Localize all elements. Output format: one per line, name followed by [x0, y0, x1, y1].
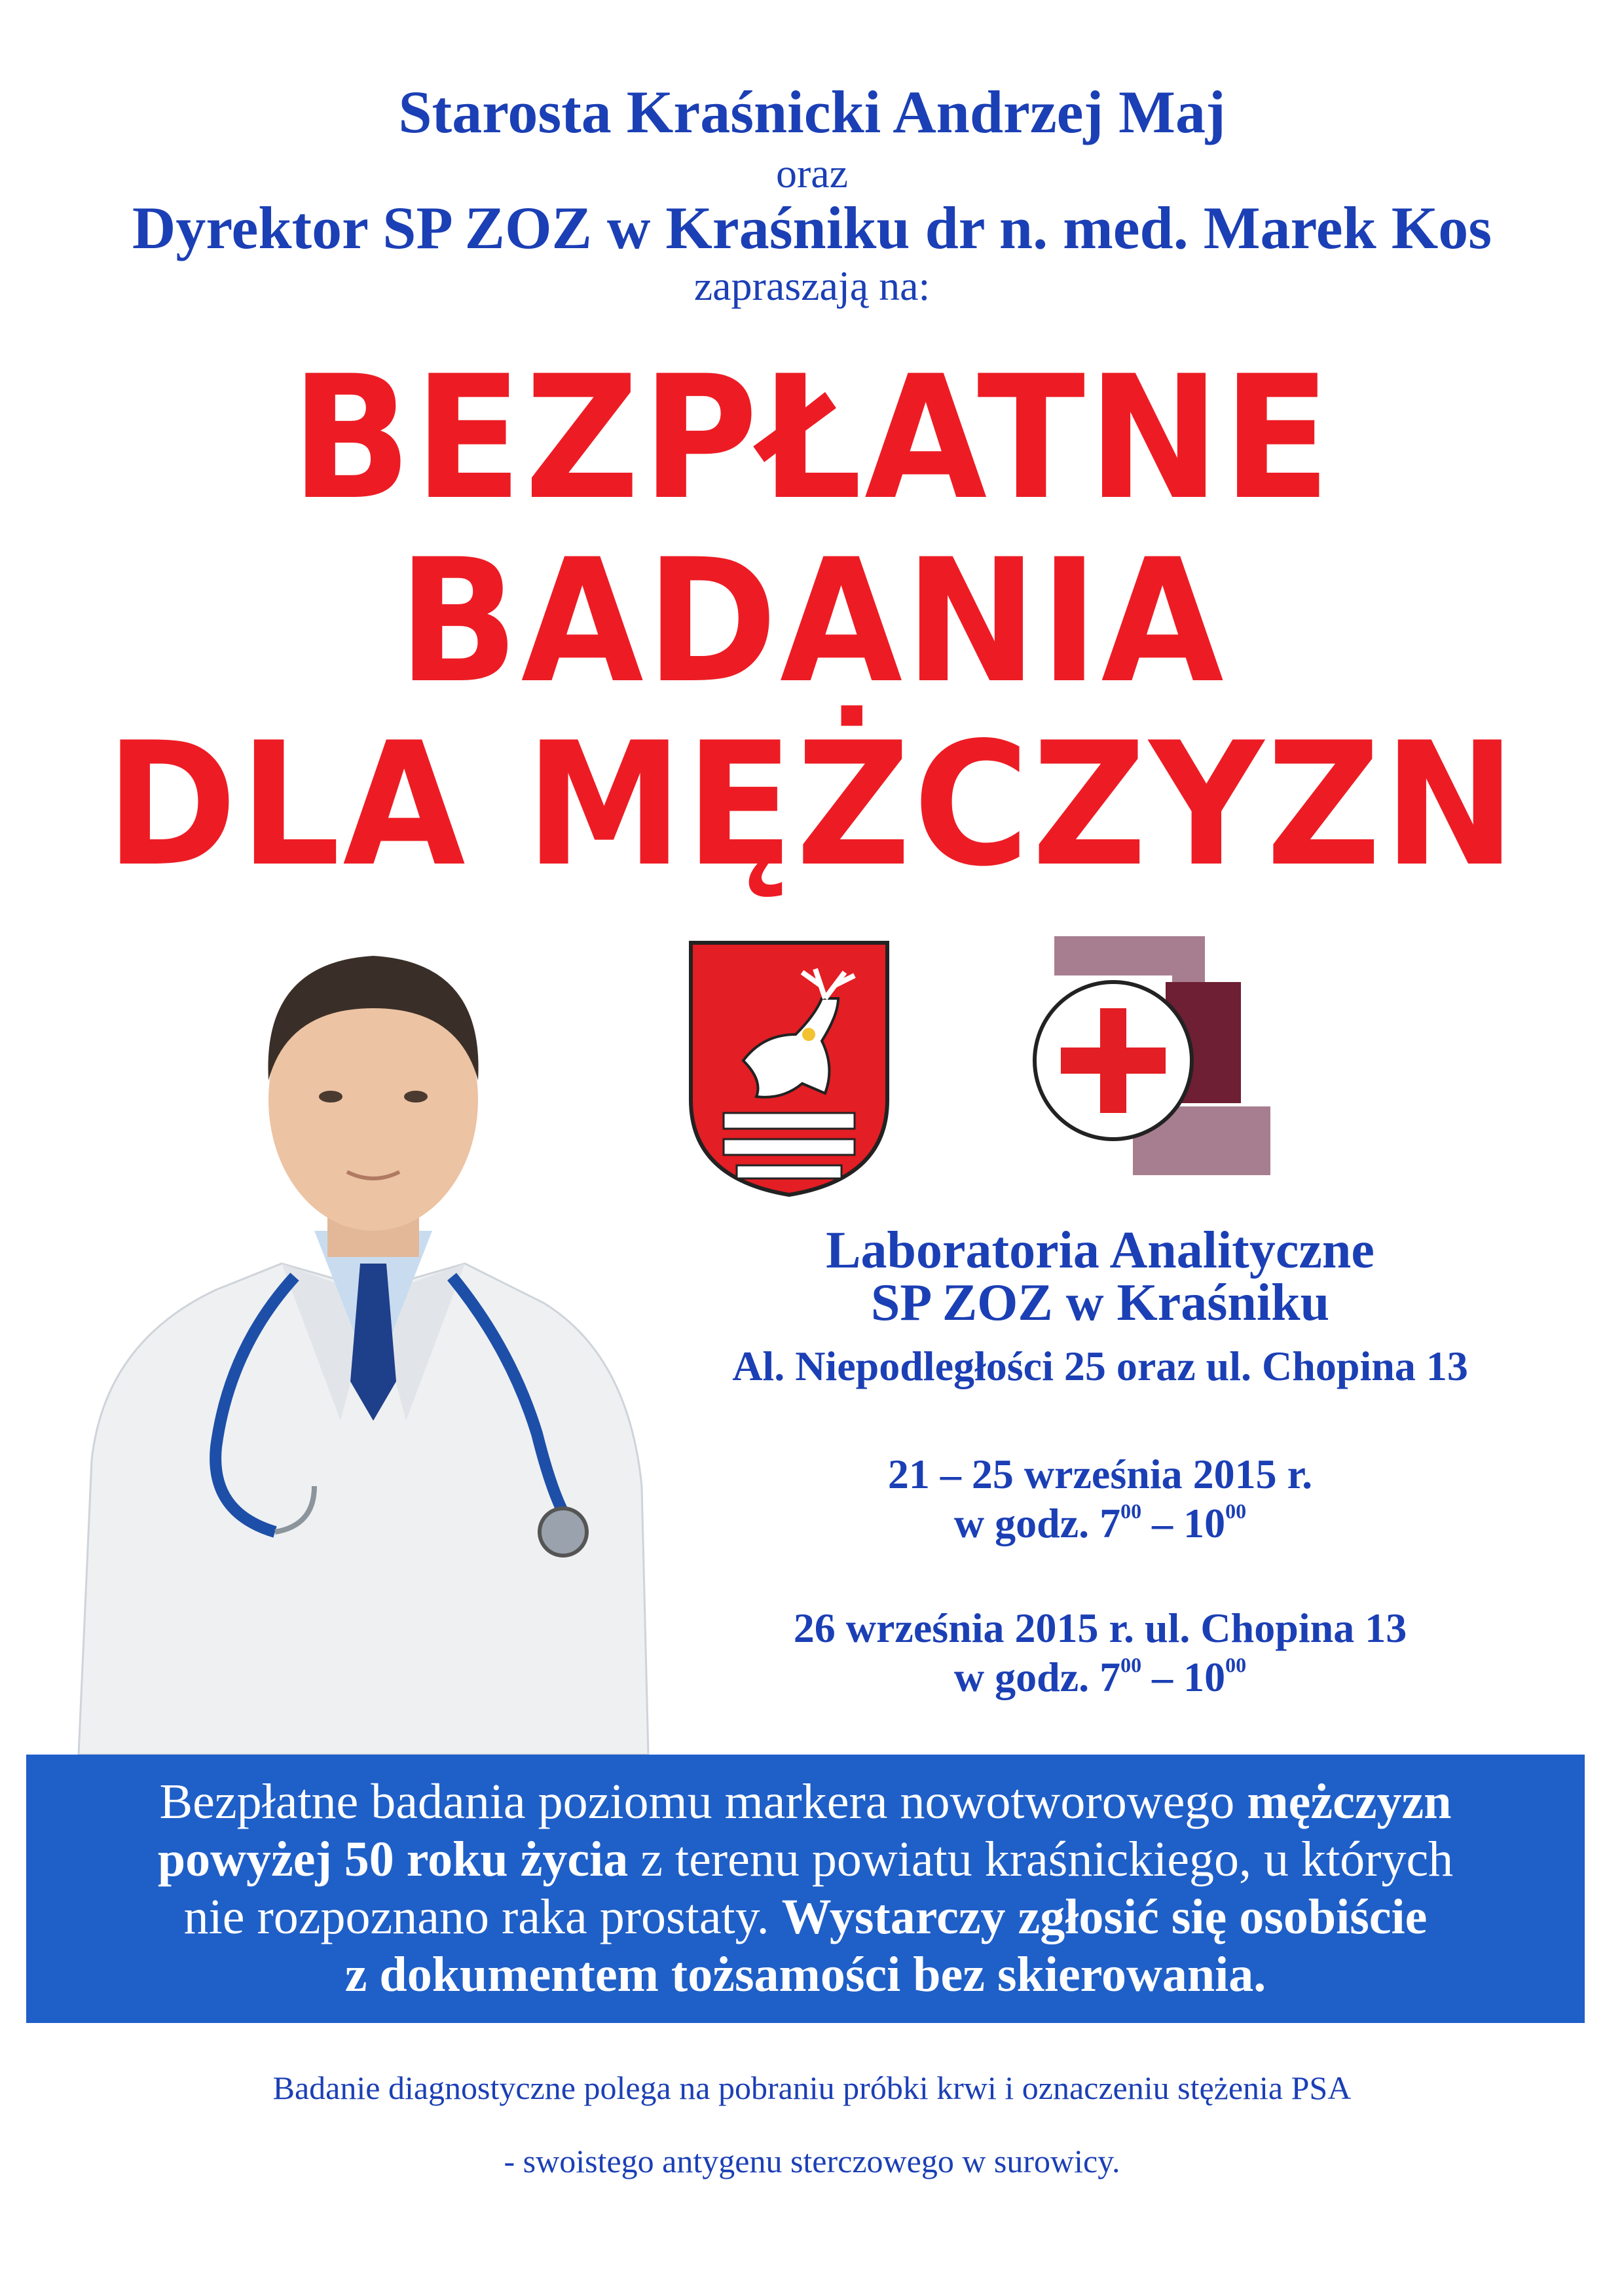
banner-text: Bezpłatne badania poziomu markera nowotworowego mężczyzn powyżej 50 roku życia z terenu powiatu kraśnickiego, u których nie rozpoznano raka prostaty. Wystarczy zgłosić się osobiście z dokumentem tożsamości bez skierowania.	[157, 1774, 1454, 2002]
invite-text: zapraszają na:	[693, 263, 931, 309]
organizer-starosta: Starosta Kraśnicki Andrzej Maj	[398, 79, 1226, 145]
lab-name: Laboratoria Analityczne	[826, 1222, 1375, 1279]
footer-note-2: - swoistego antygenu sterczowego w surowicy.	[504, 2143, 1120, 2179]
date-range-1: 21 – 25 września 2015 r.	[887, 1451, 1313, 1497]
lab-name-location: SP ZOZ w Kraśniku	[870, 1274, 1330, 1332]
krasnik-county-coat-of-arms-icon	[684, 936, 894, 1198]
doctor-photo	[65, 923, 655, 1755]
title-line-2: BADANIA	[397, 523, 1227, 721]
date-2: 26 września 2015 r. ul. Chopina 13	[793, 1605, 1407, 1651]
title-line-1: BEZPŁATNE	[291, 340, 1333, 538]
organizer-director: Dyrektor SP ZOZ w Kraśniku dr n. med. Marek Kos	[132, 194, 1492, 261]
hospital-red-cross-logo-icon	[1028, 936, 1277, 1178]
lab-address: Al. Niepodległości 25 oraz ul. Chopina 13	[732, 1343, 1468, 1389]
title-line-3: DLA MĘŻCZYZN	[105, 706, 1519, 904]
info-banner	[26, 1755, 1585, 2023]
hours-1: w godz. $7^{00} - 10^{00}$	[953, 1499, 1247, 1546]
hours-2: w godz. $7^{00} - 10^{00}$	[953, 1653, 1247, 1700]
organizer-conjunction: oraz	[775, 150, 849, 196]
footer-note-1: Badanie diagnostyczne polega na pobraniu próbki krwi i oznaczeniu stężenia PSA	[272, 2069, 1352, 2106]
